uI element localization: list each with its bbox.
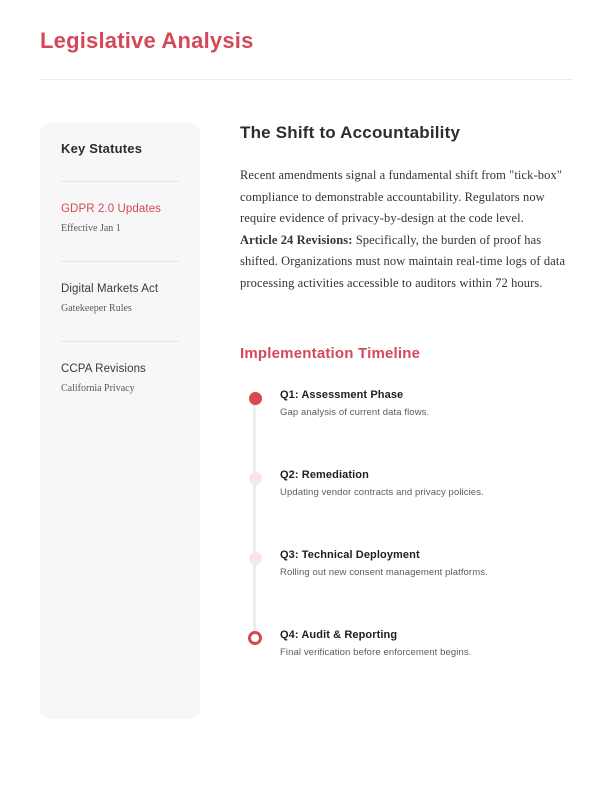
timeline-item-title: Q4: Audit & Reporting xyxy=(280,628,398,641)
timeline-item-description: Updating vendor contracts and privacy policies. xyxy=(280,486,484,498)
timeline-item-q4 xyxy=(249,628,572,659)
key-statutes-sidebar xyxy=(40,123,200,719)
sidebar-item-ccpa[interactable] xyxy=(61,342,179,421)
main-content xyxy=(240,123,572,659)
statute-title: Digital Markets Act xyxy=(61,283,159,295)
statute-subtitle: Effective Jan 1 xyxy=(61,223,121,234)
timeline-item-description: Rolling out new consent management platforms. xyxy=(280,566,488,578)
statute-subtitle: California Privacy xyxy=(61,383,135,394)
body-paragraph-1: Recent amendments signal a fundamental shift from "tick-box" compliance to demonstrable accountability. Regulators now require evidence of privacy-by-design at the code level. xyxy=(240,168,563,226)
implementation-timeline xyxy=(240,388,572,659)
paragraph-lead: Article 24 Revisions: xyxy=(240,232,353,247)
timeline-heading: Implementation Timeline xyxy=(240,344,421,362)
sidebar-item-digital-markets-act[interactable] xyxy=(61,262,179,342)
sidebar-item-gdpr[interactable] xyxy=(61,182,179,262)
timeline-item-title: Q2: Remediation xyxy=(280,468,369,481)
timeline-marker-ring-icon xyxy=(248,631,262,645)
timeline-item-title: Q1: Assessment Phase xyxy=(280,388,404,401)
timeline-item-description: Final verification before enforcement begins. xyxy=(280,646,472,658)
timeline-item-q2 xyxy=(249,468,572,548)
header-divider xyxy=(40,79,572,80)
sidebar-heading: Key Statutes xyxy=(61,141,179,182)
timeline-marker-faded-icon xyxy=(249,472,262,485)
body-paragraph-2 xyxy=(240,230,572,295)
timeline-item-q3 xyxy=(249,548,572,628)
timeline-item-q1 xyxy=(249,388,572,468)
statute-title: GDPR 2.0 Updates xyxy=(61,203,162,215)
timeline-item-description: Gap analysis of current data flows. xyxy=(280,406,430,418)
section-heading: The Shift to Accountability xyxy=(240,123,461,142)
statute-subtitle: Gatekeeper Rules xyxy=(61,303,132,314)
timeline-item-title: Q3: Technical Deployment xyxy=(280,548,420,561)
page-title: Legislative Analysis xyxy=(40,28,254,53)
timeline-marker-faded-icon xyxy=(249,552,262,565)
timeline-marker-filled-icon xyxy=(249,392,262,405)
statute-title: CCPA Revisions xyxy=(61,363,146,375)
paragraph-body: Specifically, the burden of proof has shifted. Organizations must now maintain real-time logs of data processing activities accessible to auditors within 72 hours. xyxy=(240,232,566,290)
content-columns xyxy=(40,123,572,719)
